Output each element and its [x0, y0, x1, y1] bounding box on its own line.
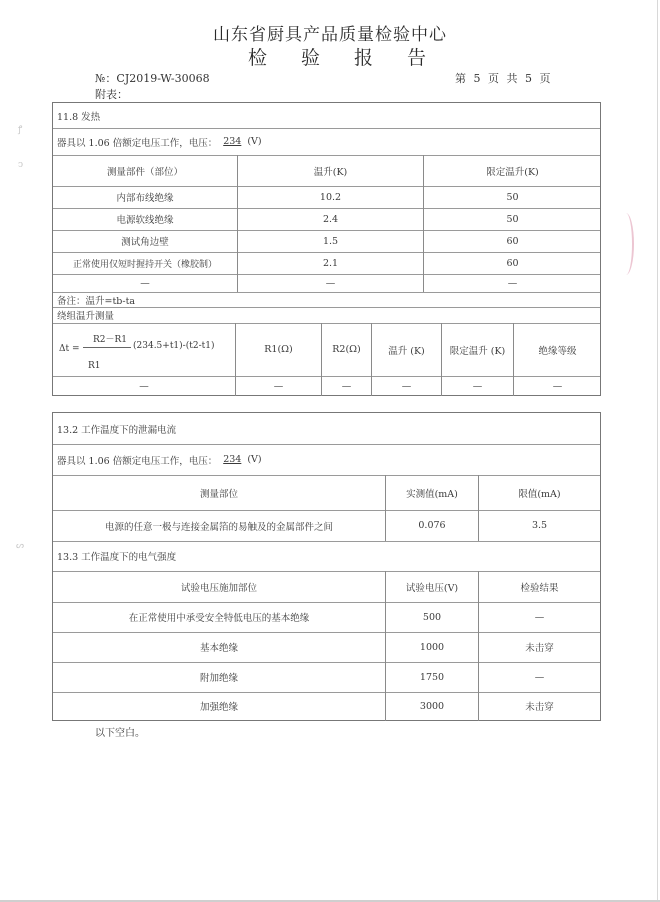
strength-row-location: 在正常使用中承受安全特低电压的基本绝缘: [128, 613, 310, 624]
heating-row-part: 电源软线绝缘: [116, 215, 174, 226]
leakage-condition: [53, 444, 597, 475]
heating-row-limit: —: [507, 277, 518, 289]
heating-row-limit: 60: [506, 235, 519, 247]
scan-speck: ꝭ: [18, 125, 23, 135]
trailing-blank-note: 以下空白。: [95, 728, 145, 739]
strength-row-voltage: 1750: [419, 671, 445, 683]
winding-row-cell: —: [139, 380, 149, 392]
strength-row-voltage: 3000: [419, 700, 445, 712]
heating-row-part: 测试角边壁: [121, 237, 169, 248]
heating-row-rise: 2.1: [322, 257, 339, 269]
scan-speck: ᔕ: [16, 541, 25, 551]
column-header-r2: R2(Ω): [332, 344, 361, 355]
heating-condition: [53, 128, 597, 155]
winding-row-cell: —: [472, 380, 483, 392]
column-header-winding-rise: 温升 (K): [388, 345, 425, 357]
column-header-apply-location: 试验电压施加部位: [180, 582, 257, 594]
leakage-row-measured: 0.076: [418, 520, 446, 531]
strength-row-result: —: [534, 611, 545, 623]
strength-row-location: 基本绝缘: [199, 643, 238, 654]
column-header-test-voltage: 试验电压(V): [405, 582, 459, 594]
strength-row-voltage: 1000: [419, 641, 445, 653]
appendix-label: 附表：: [95, 88, 128, 101]
heating-row-part: —: [140, 277, 150, 289]
column-header-insulation-class: 绝缘等级: [538, 345, 577, 357]
formula-denominator: R1: [88, 361, 101, 371]
heating-table: [52, 102, 601, 396]
heating-row-rise: 10.2: [319, 191, 342, 203]
winding-row-cell: —: [341, 380, 352, 392]
page-info: 第 5 页 共 5 页: [455, 72, 553, 85]
organization-title: 山东省厨具产品质量检验中心: [213, 25, 447, 45]
voltage-unit: (V): [247, 454, 262, 465]
heating-note: 备注：温升=tb-ta: [57, 295, 136, 307]
condition-prefix: 器具以 1.06 倍额定电压工作，电压：: [57, 137, 218, 149]
report-number: [95, 70, 210, 86]
condition-prefix: 器具以 1.06 倍额定电压工作，电压：: [57, 455, 218, 467]
heating-row-limit: 60: [506, 257, 519, 269]
heating-row-rise: —: [325, 277, 336, 289]
strength-row-result: —: [534, 671, 545, 683]
heating-row-part: 内部布线绝缘: [116, 193, 174, 204]
heating-row-rise: 2.4: [322, 213, 339, 225]
heating-row-limit: 50: [506, 191, 519, 203]
report-number-label: №：: [95, 72, 117, 85]
leakage-row-location: 电源的任意一极与连接金属箔的易触及的金属部件之间: [104, 521, 333, 533]
report-title: 检 验 报 告: [247, 47, 441, 69]
column-header-r1: R1(Ω): [264, 344, 293, 355]
voltage-value: 234: [223, 136, 242, 147]
seal-stamp-fragment: [618, 213, 634, 275]
formula-numerator: R2－R1: [92, 335, 127, 345]
strength-row-location: 附加绝缘: [199, 673, 238, 684]
report-number-value: CJ2019-W-30068: [116, 72, 210, 85]
strength-section-title: 13.3 工作温度下的电气强度: [57, 552, 177, 563]
strength-row-result: 未击穿: [525, 702, 554, 713]
column-header-winding-limit: 限定温升 (K): [449, 345, 506, 357]
voltage-unit: (V): [247, 136, 262, 147]
leakage-strength-table: [52, 412, 601, 721]
column-header-rise: 温升(K): [313, 166, 348, 178]
formula-lhs: Δt =: [59, 344, 80, 354]
heating-row-part: 正常使用仅短时握持开关（橡胶制）: [72, 259, 217, 270]
formula-rest: (234.5+t1)-(t2-t1): [133, 341, 215, 351]
voltage-value: 234: [223, 454, 242, 465]
winding-section-title: 绕组温升测量: [57, 311, 115, 322]
winding-row-cell: —: [273, 380, 284, 392]
heating-row-limit: 50: [506, 213, 519, 225]
leakage-section-title: 13.2 工作温度下的泄漏电流: [57, 424, 177, 436]
strength-row-voltage: 500: [422, 611, 442, 623]
heating-row-rise: 1.5: [322, 235, 339, 247]
winding-row-cell: —: [401, 380, 412, 392]
strength-row-result: 未击穿: [525, 643, 554, 654]
column-header-limit: 限值(mA): [518, 488, 561, 500]
column-header-measured: 实测值(mA): [406, 488, 458, 500]
column-header-result: 检验结果: [520, 582, 559, 594]
column-header-limit: 限定温升(K): [486, 166, 539, 178]
page-edge: [657, 0, 658, 900]
strength-row-location: 加强绝缘: [199, 702, 238, 713]
winding-row-cell: —: [552, 380, 563, 392]
heating-section-title: 11.8 发热: [57, 111, 101, 123]
column-header-part: 测量部件（部位）: [106, 166, 183, 178]
fraction-bar: [83, 347, 131, 348]
scan-speck: ↄ: [18, 160, 24, 170]
column-header-location: 测量部位: [199, 488, 238, 500]
leakage-row-limit: 3.5: [531, 520, 548, 531]
